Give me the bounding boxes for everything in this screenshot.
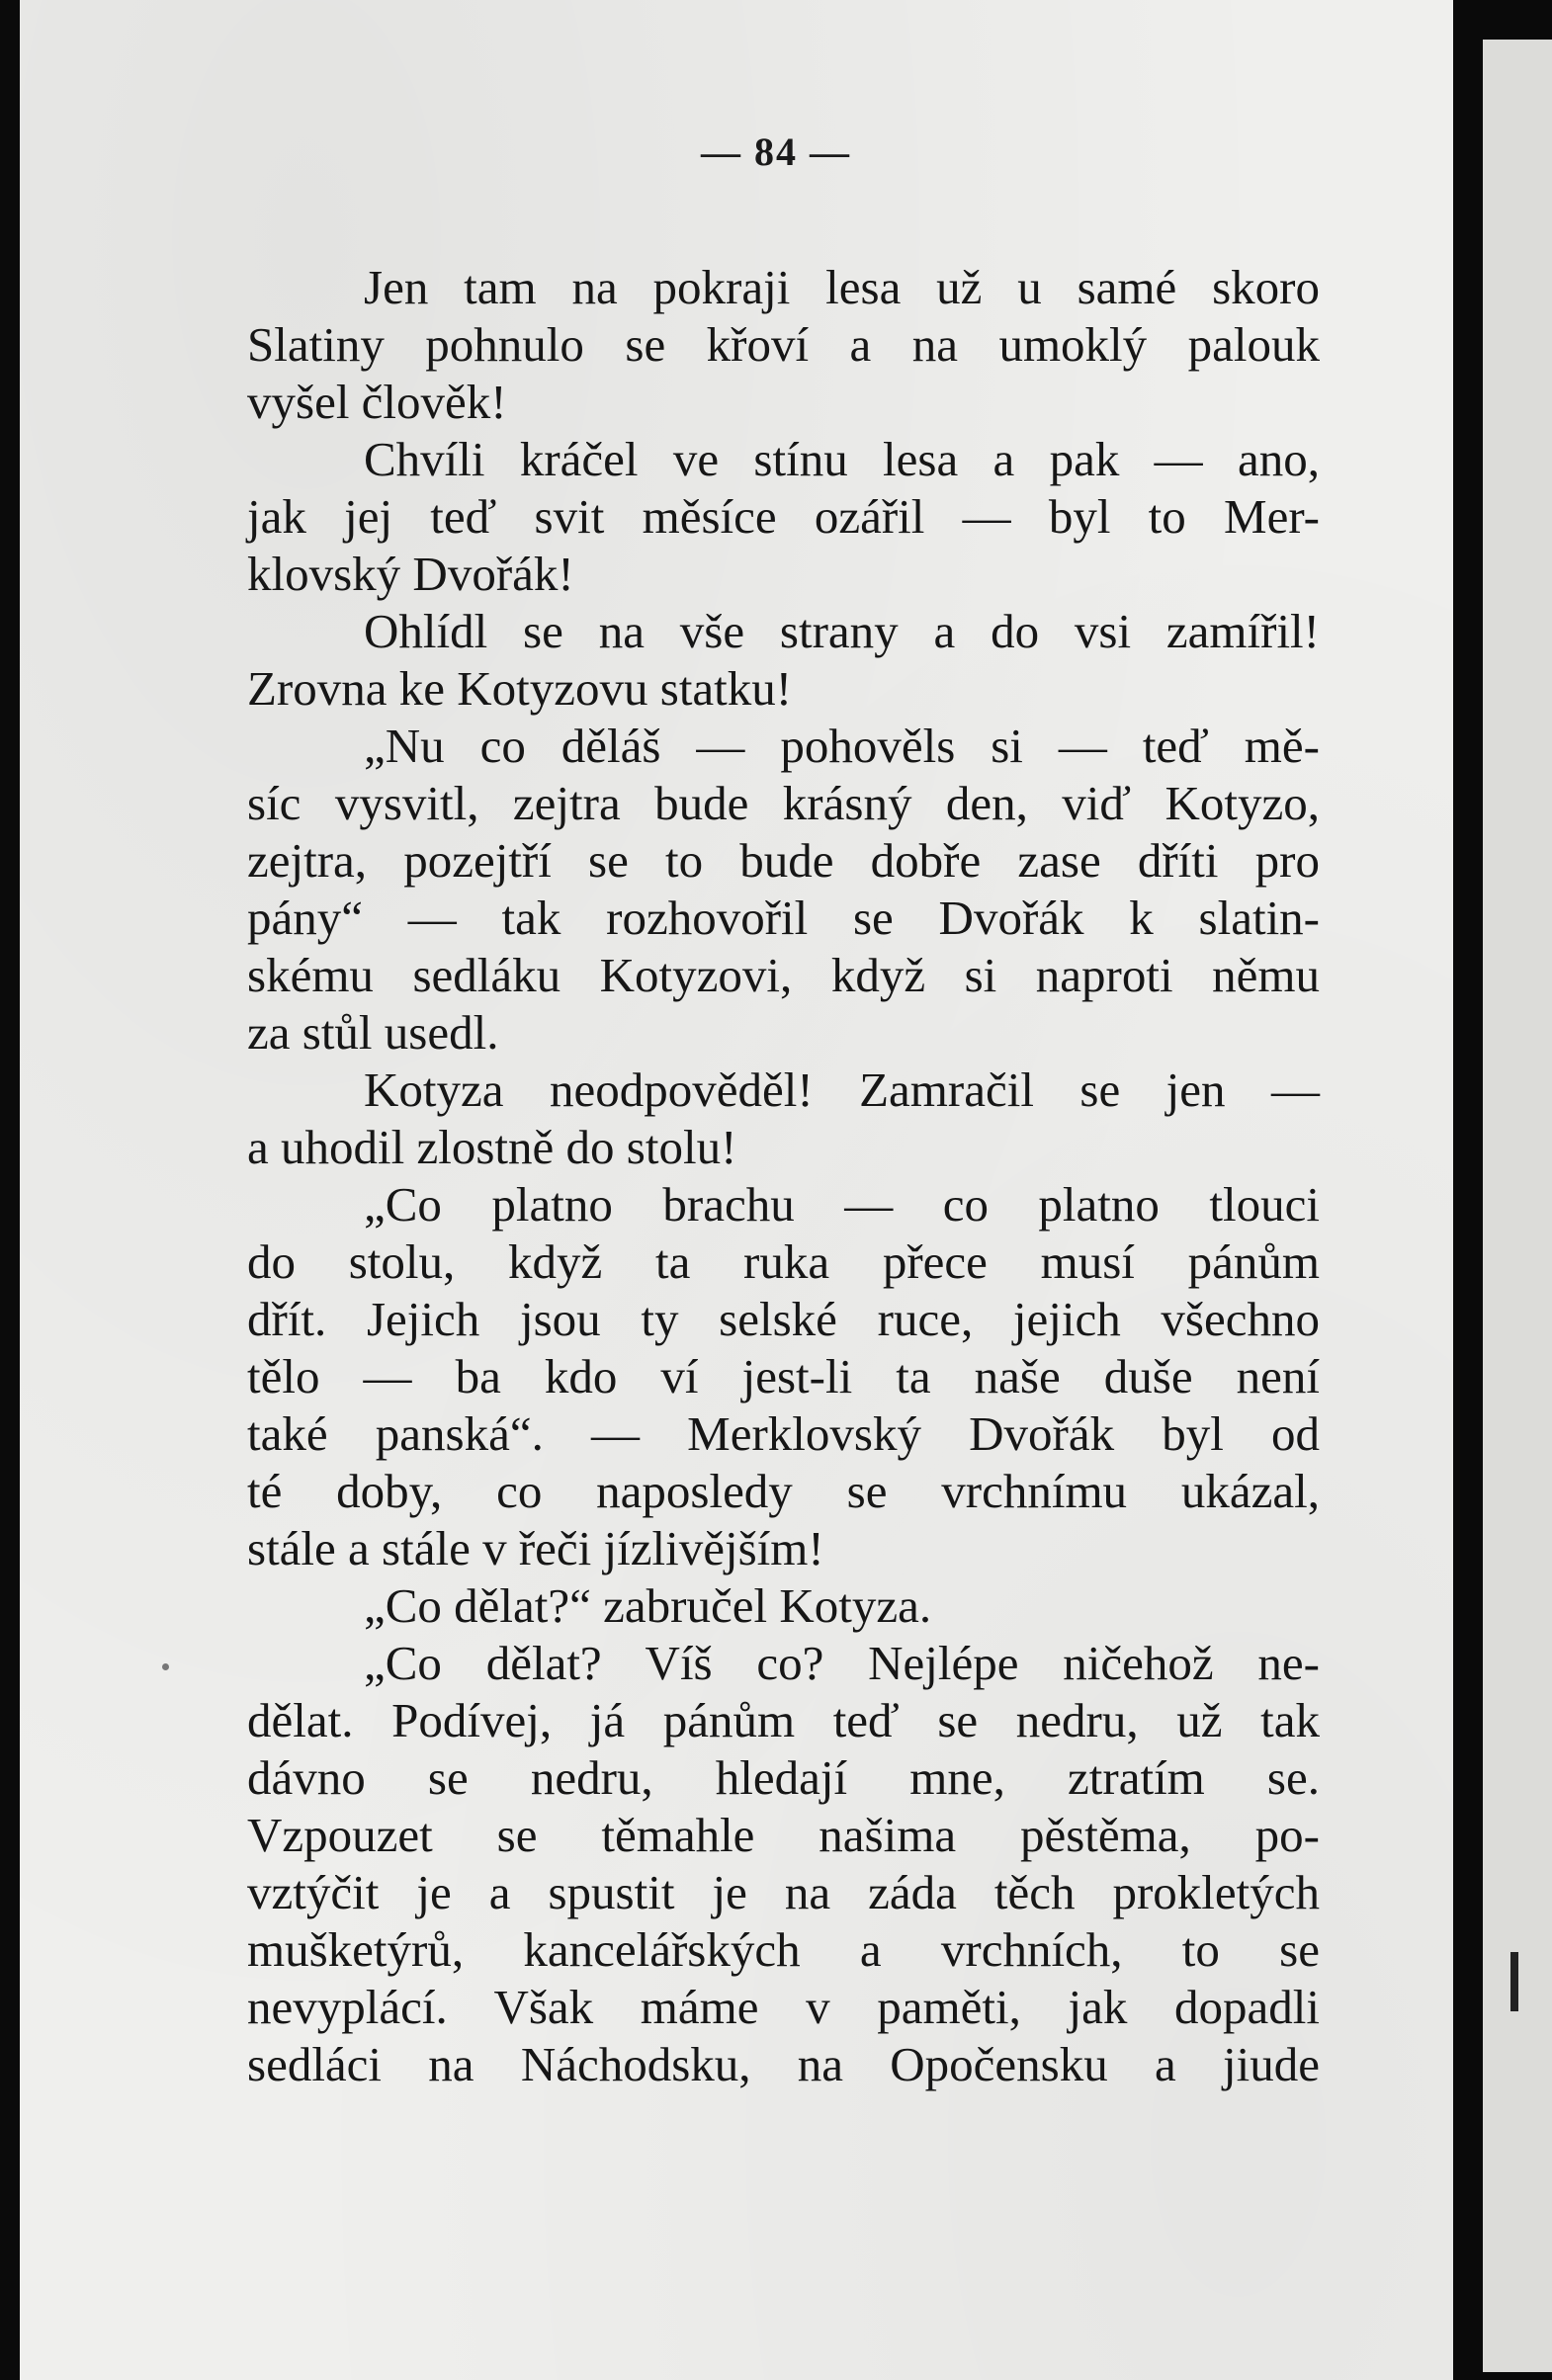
text-line: zejtra, pozejtří se to bude dobře zase dříti pro (247, 833, 1320, 888)
text-line: mušketýrů, kancelářských a vrchních, to se (247, 1922, 1320, 1977)
page-number: — 84 — (701, 129, 851, 174)
text-line: jak jej teď svit měsíce ozářil — byl to Mer- (247, 489, 1320, 544)
text-line: do stolu, když ta ruka přece musí pánům (247, 1234, 1320, 1289)
text-line: „Co dělat? Víš co? Nejlépe ničehož ne- (364, 1636, 1320, 1690)
text-line: dřít. Jejich jsou ty selské ruce, jejich všechno (247, 1292, 1320, 1346)
text-line: dávno se nedru, hledají mne, ztratím se. (247, 1750, 1320, 1805)
text-line: Vzpouzet se těmahle našima pěstěma, po- (247, 1808, 1320, 1862)
text-line: nevyplácí. Však máme v paměti, jak dopadli (247, 1980, 1320, 2034)
text-line: vztýčit je a spustit je na záda těch prokletých (247, 1865, 1320, 1919)
text-line: skému sedláku Kotyzovi, když si naproti němu (247, 948, 1320, 1002)
text-line: Kotyza neodpověděl! Zamračil se jen — (364, 1062, 1320, 1117)
text-line: Jen tam na pokraji lesa už u samé skoro (364, 260, 1320, 314)
text-line: vyšel člověk! (247, 375, 507, 429)
text-line: Ohlídl se na vše strany a do vsi zamířil! (364, 604, 1320, 658)
text-line: také panská“. — Merklovský Dvořák byl od (247, 1406, 1320, 1461)
page-edge-mark (1510, 1952, 1518, 2011)
scan-border-left (0, 0, 20, 2380)
text-line: stále a stále v řeči jízlivějším! (247, 1521, 824, 1575)
next-page-edge (1483, 40, 1552, 2372)
text-line: a uhodil zlostně do stolu! (247, 1120, 737, 1174)
body-text (247, 259, 1320, 2093)
text-line: Chvíli kráčel ve stínu lesa a pak — ano, (364, 432, 1320, 486)
text-line: Slatiny pohnulo se křoví a na umoklý palouk (247, 317, 1320, 372)
text-line: té doby, co naposledy se vrchnímu ukázal, (247, 1464, 1320, 1518)
text-line: „Nu co děláš — pohověls si — teď mě- (364, 719, 1320, 773)
text-line: pány“ — tak rozhovořil se Dvořák k slatin- (247, 891, 1320, 945)
text-line: za stůl usedl. (247, 1005, 499, 1060)
text-line: „Co dělat?“ zabručel Kotyza. (364, 1578, 932, 1633)
text-line: sedláci na Náchodsku, na Opočensku a jiude (247, 2037, 1320, 2091)
margin-speck (162, 1663, 169, 1670)
text-line: klovský Dvořák! (247, 547, 574, 601)
text-line: Zrovna ke Kotyzovu statku! (247, 661, 793, 716)
text-line: síc vysvitl, zejtra bude krásný den, viď Kotyzo, (247, 776, 1320, 830)
text-line: tělo — ba kdo ví jest-li ta naše duše není (247, 1349, 1320, 1403)
text-line: dělat. Podívej, já pánům teď se nedru, už tak (247, 1693, 1320, 1747)
text-line: „Co platno brachu — co platno tlouci (364, 1177, 1320, 1232)
